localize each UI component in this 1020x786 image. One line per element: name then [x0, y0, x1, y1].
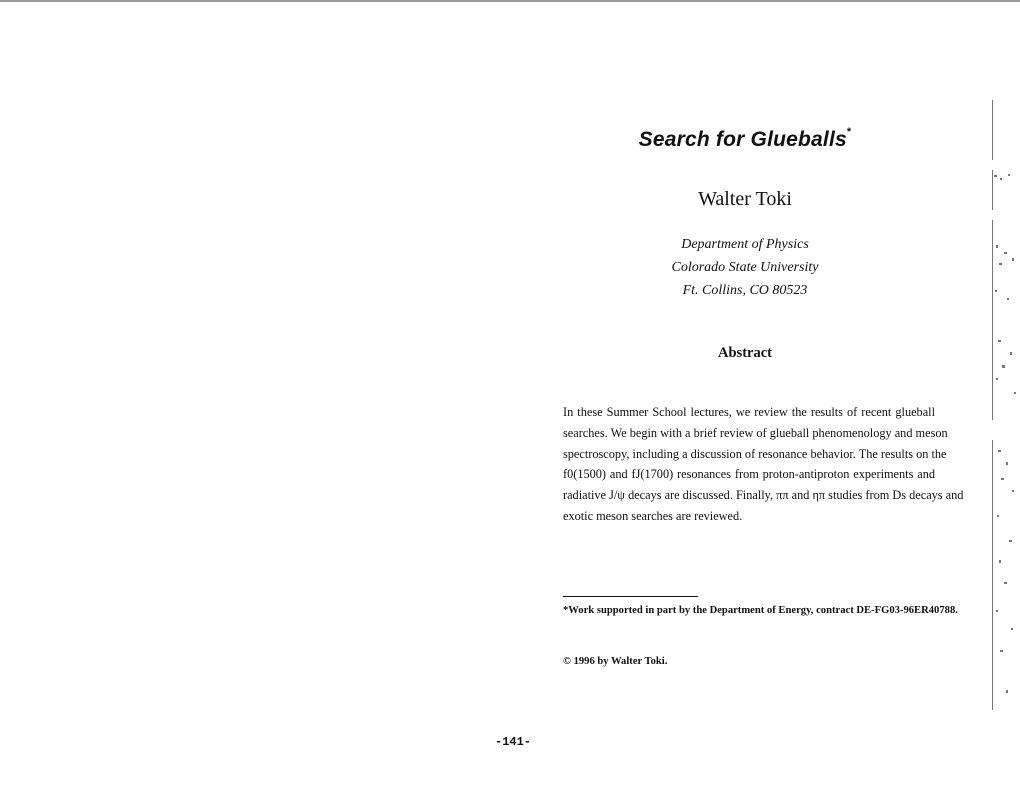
affiliation-department: Department of Physics — [681, 237, 809, 252]
abstract-line: f0(1500) and fJ(1700) resonances from proton-antiproton experiments and — [563, 467, 935, 482]
abstract-body — [563, 402, 964, 527]
footnote: *Work supported in part by the Department of Energy, contract DE-FG03-96ER40788. — [563, 605, 958, 616]
title-footnote-mark: * — [846, 126, 852, 138]
paper-title — [600, 128, 890, 152]
title-text: Search for Glueballs — [638, 128, 847, 151]
abstract-line: spectroscopy, including a discussion of resonance behavior. The results on the — [563, 446, 947, 461]
affiliation-university: Colorado State University — [671, 260, 819, 275]
scan-edge-noise — [990, 0, 1020, 786]
top-border — [0, 0, 1020, 2]
abstract-line: In these Summer School lectures, we review the results of recent glueball — [563, 405, 935, 419]
copyright-notice: © 1996 by Walter Toki. — [563, 656, 668, 667]
author-name: Walter Toki — [698, 188, 792, 210]
abstract-line: exotic meson searches are reviewed. — [563, 508, 743, 523]
abstract-line: radiative J/ψ decays are discussed. Finally, ππ and ηπ studies from Ds decays and — [563, 488, 964, 503]
abstract-heading: Abstract — [718, 345, 772, 361]
abstract-line: searches. We begin with a brief review of glueball phenomenology and meson — [563, 425, 948, 440]
footnote-divider — [563, 596, 698, 597]
page-number: -141- — [495, 735, 532, 749]
affiliation-location: Ft. Collins, CO 80523 — [682, 283, 808, 298]
